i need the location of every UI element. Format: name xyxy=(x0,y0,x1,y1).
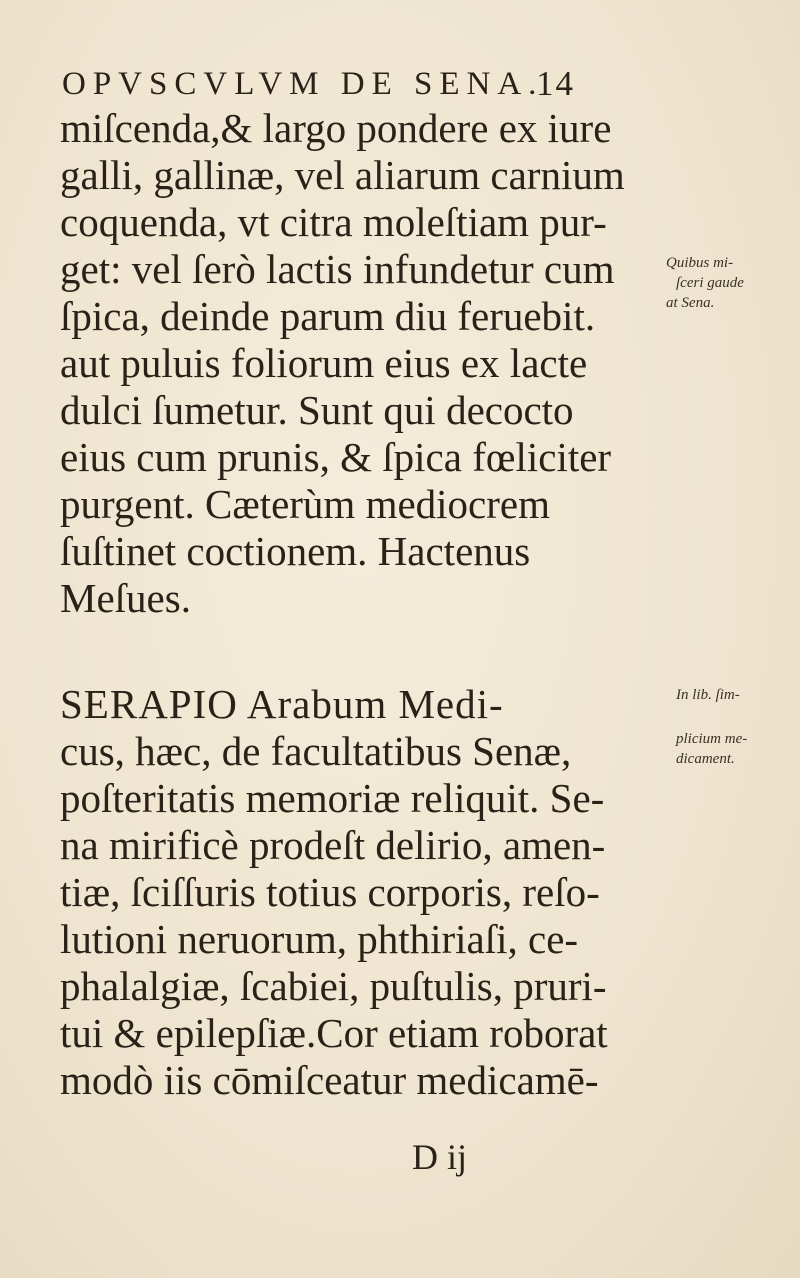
text-line: na mirificè prodeſt delirio, amen- xyxy=(60,822,606,868)
text-line: galli, gallinæ, vel aliarum carnium xyxy=(60,152,625,198)
margin-note-line: at Sena. xyxy=(666,295,715,311)
text-line: tiæ, ſciſſuris totius corporis, reſo- xyxy=(60,869,600,915)
margin-note-line: Quibus mi- xyxy=(666,255,734,271)
page-number: 14 xyxy=(536,64,575,103)
text-line: modò iis cōmiſceatur medicamē- xyxy=(60,1057,599,1103)
text-line: cus, hæc, de facultatibus Senæ, xyxy=(60,728,572,774)
text-line: Meſues. xyxy=(60,575,191,621)
margin-note-line: ſceri gaude xyxy=(676,275,744,291)
text-line: ſpica, deinde parum diu feruebit. xyxy=(60,293,596,339)
text-line: get: vel ſerò lactis infundetur cum xyxy=(60,246,615,292)
text-line: dulci ſumetur. Sunt qui decocto xyxy=(60,387,574,433)
text-line: lutioni neruorum, phthiriaſi, ce- xyxy=(60,916,579,962)
text-line: coquenda, vt citra moleſtiam pur- xyxy=(60,199,607,245)
text-line: SERAPIO Arabum Medi- xyxy=(60,681,504,727)
signature-mark: D ij xyxy=(412,1137,468,1177)
text-line: miſcenda,& largo pondere ex iure xyxy=(60,105,612,151)
margin-note-line: plicium me- xyxy=(676,731,748,747)
margin-note-line: dicament. xyxy=(676,751,735,767)
margin-note-line: In lib. ſim- xyxy=(676,687,740,703)
text-line: tui & epilepſiæ.Cor etiam roborat xyxy=(60,1010,608,1056)
running-head-title: OPVSCVLVM DE SENA. xyxy=(62,66,544,102)
running-head xyxy=(62,64,575,103)
text-line: ſuſtinet coctionem. Hactenus xyxy=(60,528,531,574)
text-line: poſteritatis memoriæ reliquit. Se- xyxy=(60,775,605,821)
text-line: eius cum prunis, & ſpica fœliciter xyxy=(60,434,612,480)
text-line: purgent. Cæterùm mediocrem xyxy=(60,481,550,527)
text-line: aut puluis foliorum eius ex lacte xyxy=(60,340,588,386)
text-line: phalalgiæ, ſcabiei, puſtulis, pruri- xyxy=(60,963,607,1009)
